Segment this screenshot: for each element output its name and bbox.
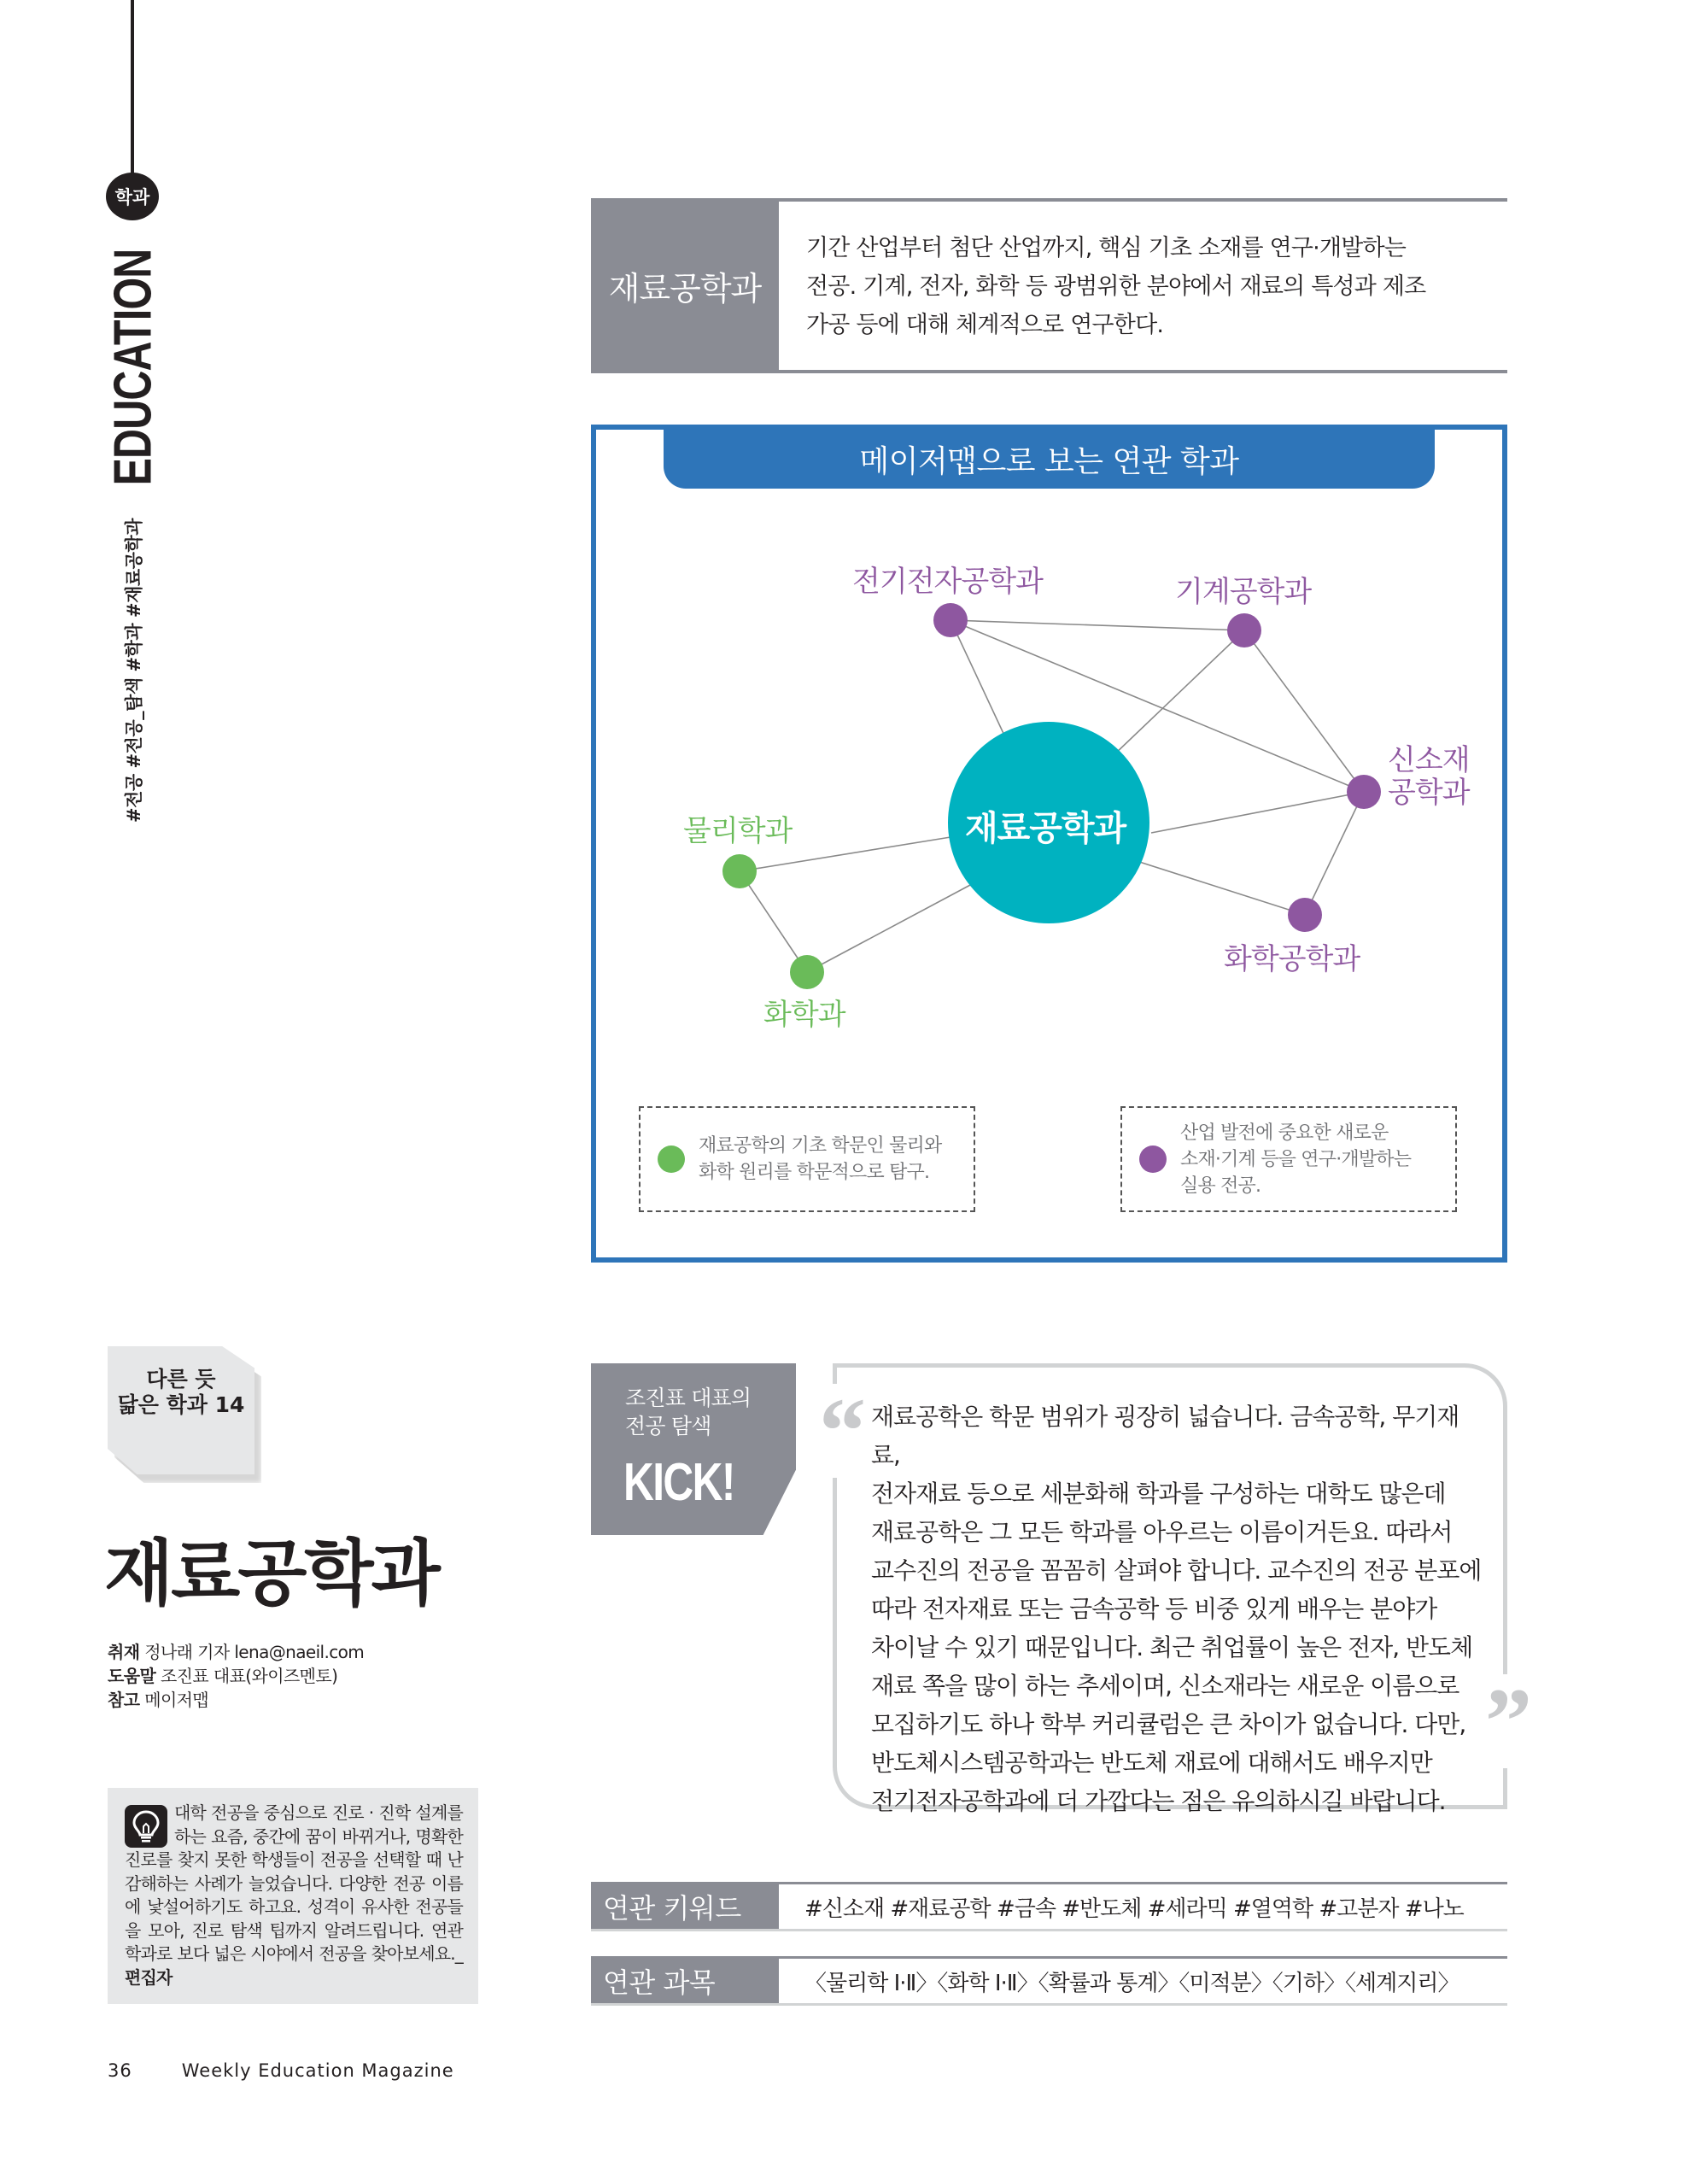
legend-purple-text <box>1180 1120 1411 1199</box>
node-newmat <box>1347 775 1381 809</box>
definition-text <box>806 229 1489 344</box>
legend-green <box>639 1106 975 1212</box>
page-footer <box>108 2060 454 2081</box>
quote-line: 따라 전자재료 또는 금속공학 등 비중 있게 배우는 분야가 <box>871 1595 1437 1623</box>
legend-line: 산업 발전에 중요한 새로운 <box>1180 1122 1389 1144</box>
hashtags-vertical <box>116 513 150 829</box>
page-number: 36 <box>108 2060 132 2081</box>
related-subjects-value: 〈물리학 Ⅰ·Ⅱ〉〈화학 Ⅰ·Ⅱ〉〈확률과 통계〉〈미적분〉〈기하〉〈세계지리〉 <box>804 1970 1459 1996</box>
editor-note-text: 대학 전공을 중심으로 진로 · 진학 설계를 하는 요즘, 중간에 꿈이 바뀌거나, 명확한 진로를 찾지 못한 학생들이 전공을 선택할 때 난감해하는 사례가 늘었습니다. 다양한 전공 이름에 낯설어하기도 하고요. 성격이 유사한 전공들을 모아, 진로 탐색 팁까지 알려드립니다. 연관 학과로 보다 넓은 시야에서 전공을 찾아보세요._ 편집자 <box>125 1802 463 1988</box>
quote-text <box>871 1397 1486 1820</box>
node-label-line: 신소재 <box>1388 743 1470 777</box>
credits <box>108 1640 364 1712</box>
node-eee <box>933 603 968 637</box>
kick-sub-line: 전공 탐색 <box>625 1414 711 1438</box>
related-keywords-value: #신소재 #재료공학 #금속 #반도체 #세라믹 #열역학 #고분자 #나노 <box>804 1896 1464 1922</box>
rail-line <box>131 0 134 175</box>
hashtags-text: #전공 #전공_탐색 #학과 #재료공학과 <box>124 518 144 823</box>
legend-line: 화학 원리를 학문적으로 탐구. <box>699 1162 930 1183</box>
credit-advisor: 도움말 조진표 대표(와이즈멘토) <box>108 1666 338 1686</box>
green-dot-icon <box>658 1146 685 1173</box>
definition-line: 전공. 기계, 전자, 화학 등 광범위한 분야에서 재료의 특성과 제조 <box>806 273 1426 300</box>
node-label-chem: 화학과 <box>763 998 845 1032</box>
node-phys <box>722 854 757 888</box>
definition-line: 가공 등에 대해 체계적으로 연구한다. <box>806 312 1164 338</box>
series-line: 다른 듯 <box>146 1367 216 1392</box>
open-quote-icon: “ <box>816 1384 869 1478</box>
kick-subtitle <box>625 1384 751 1440</box>
node-mech <box>1227 613 1261 647</box>
related-keywords-label: 연관 키워드 <box>591 1884 779 1929</box>
related-majors-graph <box>596 491 1502 1089</box>
node-label-line: 공학과 <box>1388 776 1470 810</box>
legend-line: 실용 전공. <box>1180 1175 1261 1197</box>
graph-edges <box>596 491 1502 1089</box>
credit-reporter: 취재 정나래 기자 lena@naeil.com <box>108 1642 365 1662</box>
major-map-title: 메이저맵으로 보는 연관 학과 <box>664 430 1435 489</box>
node-label-chemeng: 화학공학과 <box>1224 942 1360 976</box>
quote-line: 재료공학은 그 모든 학과를 아우르는 이름이거든요. 따라서 <box>871 1518 1453 1546</box>
related-subjects-label: 연관 과목 <box>591 1959 779 2003</box>
related-subjects-row <box>591 1956 1507 2006</box>
section-title-vertical <box>103 248 163 487</box>
legend-line: 소재·기계 등을 연구·개발하는 <box>1180 1148 1412 1170</box>
quote-line: 재료 쪽을 많이 하는 추세이며, 신소재라는 새로운 이름으로 <box>871 1672 1459 1700</box>
section-badge: 학과 <box>106 173 159 220</box>
magazine-name: Weekly Education Magazine <box>181 2060 454 2081</box>
quote-line: 전자재료 등으로 세분화해 학과를 구성하는 대학도 많은데 <box>871 1480 1446 1508</box>
editor-note-box <box>108 1788 478 2004</box>
purple-dot-icon <box>1139 1146 1167 1173</box>
definition-line: 기간 산업부터 첨단 산업까지, 핵심 기초 소재를 연구·개발하는 <box>806 235 1407 261</box>
quote-line: 차이날 수 있기 때문입니다. 최근 취업률이 높은 전자, 반도체 <box>871 1633 1473 1661</box>
legend-purple <box>1120 1106 1457 1212</box>
article-title: 재료공학과 <box>104 1532 438 1615</box>
node-chemeng <box>1288 898 1322 932</box>
node-chem <box>790 955 824 989</box>
credit-reference: 참고 메이저맵 <box>108 1690 209 1710</box>
section-title-text: EDUCATION <box>103 249 163 486</box>
node-label-newmat <box>1388 744 1470 809</box>
center-node-label: 재료공학과 <box>965 809 1126 848</box>
quote-line: 모집하기도 하나 학부 커리큘럼은 큰 차이가 없습니다. 다만, <box>871 1710 1466 1738</box>
quote-line: 재료공학은 학문 범위가 굉장히 넓습니다. 금속공학, 무기재료, <box>871 1403 1459 1469</box>
node-label-phys: 물리학과 <box>683 814 793 848</box>
node-label-mech: 기계공학과 <box>1175 575 1312 609</box>
quote-line: 전기전자공학과에 더 가깝다는 점은 유의하시길 바랍니다. <box>871 1787 1446 1815</box>
series-line: 닮은 학과 14 <box>117 1392 245 1417</box>
series-tab-text <box>108 1367 254 1418</box>
kick-title: KICK! <box>623 1453 734 1512</box>
kick-sub-line: 조진표 대표의 <box>625 1386 752 1410</box>
definition-label: 재료공학과 <box>591 198 779 373</box>
legend-line: 재료공학의 기초 학문인 물리와 <box>699 1135 942 1157</box>
quote-line: 반도체시스템공학과는 반도체 재료에 대해서도 배우지만 <box>871 1749 1432 1777</box>
related-keywords-row <box>591 1882 1507 1931</box>
node-label-eee: 전기전자공학과 <box>852 565 1043 599</box>
legend-green-text <box>699 1133 941 1186</box>
close-quote-icon: ” <box>1482 1674 1535 1768</box>
quote-line: 교수진의 전공을 꼼꼼히 살펴야 합니다. 교수진의 전공 분포에 <box>871 1556 1482 1585</box>
